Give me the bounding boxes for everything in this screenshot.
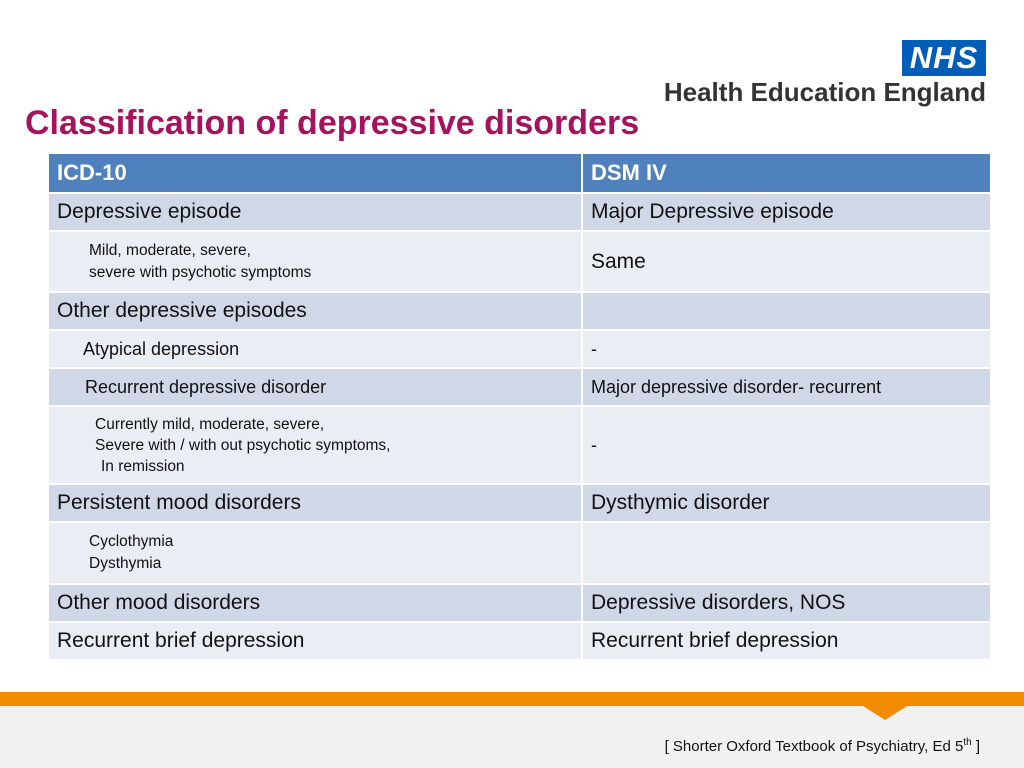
icd-cell: Persistent mood disorders	[49, 485, 583, 523]
header-icd10: ICD-10	[49, 154, 583, 194]
table-row	[49, 194, 992, 232]
footer-accent-bar	[0, 692, 1024, 706]
nhs-hee-logo	[636, 40, 986, 115]
header-dsm4: DSM IV	[583, 154, 992, 194]
citation-text: [ Shorter Oxford Textbook of Psychiatry, Ed 5	[664, 738, 964, 755]
table-row	[49, 293, 992, 331]
icd-cell	[49, 523, 583, 585]
dsm-cell	[583, 523, 992, 585]
icd-cell	[49, 407, 583, 485]
nhs-logo-box: NHS	[902, 40, 986, 76]
table-row	[49, 369, 992, 407]
dsm-cell: Dysthymic disorder	[583, 485, 992, 523]
table-header-row	[49, 154, 992, 194]
classification-table	[49, 154, 992, 661]
dsm-cell: -	[583, 407, 992, 485]
icd-subline: Cyclothymia	[89, 533, 174, 550]
footer-notch	[863, 706, 907, 720]
hee-logo-text: Health Education England	[663, 77, 986, 107]
icd-cell: Recurrent brief depression	[49, 623, 583, 661]
dsm-cell: Major Depressive episode	[583, 194, 992, 232]
table-row	[49, 232, 992, 293]
dsm-cell: Recurrent brief depression	[583, 623, 992, 661]
icd-subline: In remission	[101, 457, 185, 475]
dsm-cell	[583, 293, 992, 331]
icd-cell: Depressive episode	[49, 194, 583, 232]
icd-cell: Recurrent depressive disorder	[49, 369, 583, 407]
table-row	[49, 623, 992, 661]
dsm-cell: Major depressive disorder- recurrent	[583, 369, 992, 407]
table-row	[49, 485, 992, 523]
icd-cell	[49, 232, 583, 293]
dsm-cell: Same	[583, 232, 992, 293]
slide-title: Classification of depressive disorders	[25, 104, 640, 142]
table-row	[49, 331, 992, 369]
icd-subline: Dysthymia	[89, 555, 162, 572]
table-row	[49, 407, 992, 485]
icd-subline: Severe with / with out psychotic symptoms,	[95, 436, 391, 454]
icd-subline: Currently mild, moderate, severe,	[95, 415, 325, 433]
citation-close: ]	[971, 738, 980, 755]
source-citation	[665, 737, 980, 755]
icd-subline: Mild, moderate, severe,	[89, 241, 251, 259]
citation-superscript: th	[963, 737, 972, 748]
table-row	[49, 523, 992, 585]
icd-cell: Other mood disorders	[49, 585, 583, 623]
table-row	[49, 585, 992, 623]
dsm-cell: Depressive disorders, NOS	[583, 585, 992, 623]
icd-cell: Other depressive episodes	[49, 293, 583, 331]
icd-subline: severe with psychotic symptoms	[89, 263, 312, 281]
dsm-cell: -	[583, 331, 992, 369]
icd-cell: Atypical depression	[49, 331, 583, 369]
